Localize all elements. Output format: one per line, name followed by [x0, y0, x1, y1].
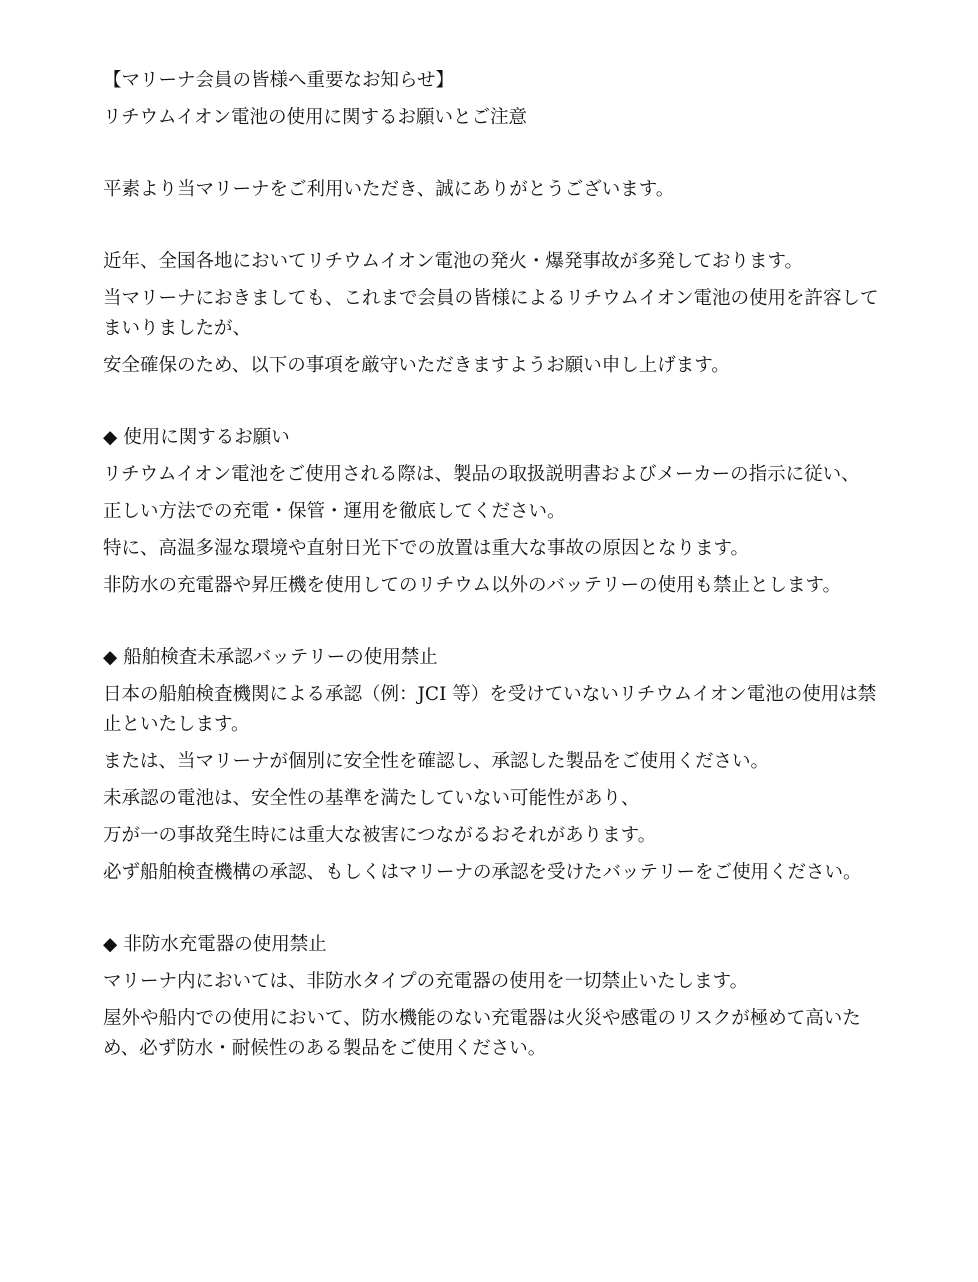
- notice-body: [103, 66, 883, 1071]
- section-heading-text: 船舶検査未承認バッテリーの使用禁止: [123, 647, 438, 668]
- section-paragraph: 特に、高温多湿な環境や直射日光下での放置は重大な事故の原因となります。: [103, 538, 750, 559]
- section-paragraph: マリーナ内においては、非防水タイプの充電器の使用を一切禁止いたします。: [103, 971, 749, 992]
- intro-paragraph: 当マリーナにおきましても、これまで会員の皆様によるリチウムイオン電池の使用を許容してまいりましたが、: [103, 288, 879, 339]
- spacer: [103, 895, 883, 930]
- section-heading-text: 非防水充電器の使用禁止: [123, 934, 327, 955]
- spacer: [103, 212, 883, 247]
- section-paragraph: 万が一の事故発生時には重大な被害につながるおそれがあります。: [103, 825, 657, 846]
- section-unapproved-battery-ban: [103, 643, 883, 888]
- section-paragraph: リチウムイオン電池をご使用される際は、製品の取扱説明書およびメーカーの指示に従い、: [103, 464, 860, 485]
- section-paragraph: 非防水の充電器や昇圧機を使用してのリチウム以外のバッテリーの使用も禁止とします。: [103, 575, 841, 596]
- diamond-bullet-icon: ◆: [103, 427, 118, 448]
- spacer: [103, 388, 883, 423]
- section-paragraph: 正しい方法での充電・保管・運用を徹底してください。: [103, 501, 566, 522]
- section-heading: [103, 643, 883, 673]
- intro-paragraph: 安全確保のため、以下の事項を厳守いただきますようお願い申し上げます。: [103, 355, 730, 376]
- section-paragraph: 未承認の電池は、安全性の基準を満たしていない可能性があり、: [103, 788, 640, 809]
- section-usage-request: [103, 423, 883, 601]
- intro-paragraph: 近年、全国各地においてリチウムイオン電池の発火・爆発事故が多発しております。: [103, 251, 804, 272]
- notice-subtitle: リチウムイオン電池の使用に関するお願いとご注意: [103, 107, 528, 128]
- section-paragraph: 屋外や船内での使用において、防水機能のない充電器は火災や感電のリスクが極めて高いため、必ず防水・耐候性のある製品をご使用ください。: [103, 1008, 861, 1059]
- spacer: [103, 140, 883, 175]
- section-paragraph: 日本の船舶検査機関による承認（例：JCI 等）を受けていないリチウムイオン電池の使用は禁止といたします。: [103, 684, 877, 735]
- section-paragraph: または、当マリーナが個別に安全性を確認し、承認した製品をご使用ください。: [103, 751, 770, 772]
- diamond-bullet-icon: ◆: [103, 934, 118, 955]
- greeting-text: 平素より当マリーナをご利用いただき、誠にありがとうございます。: [103, 179, 675, 200]
- spacer: [103, 608, 883, 643]
- section-non-waterproof-charger-ban: [103, 930, 883, 1064]
- section-heading: [103, 930, 883, 960]
- diamond-bullet-icon: ◆: [103, 647, 118, 668]
- notice-title: 【マリーナ会員の皆様へ重要なお知らせ】: [103, 70, 454, 91]
- section-heading: [103, 423, 883, 453]
- section-heading-text: 使用に関するお願い: [123, 427, 290, 448]
- section-paragraph: 必ず船舶検査機構の承認、もしくはマリーナの承認を受けたバッテリーをご使用ください。: [103, 862, 862, 883]
